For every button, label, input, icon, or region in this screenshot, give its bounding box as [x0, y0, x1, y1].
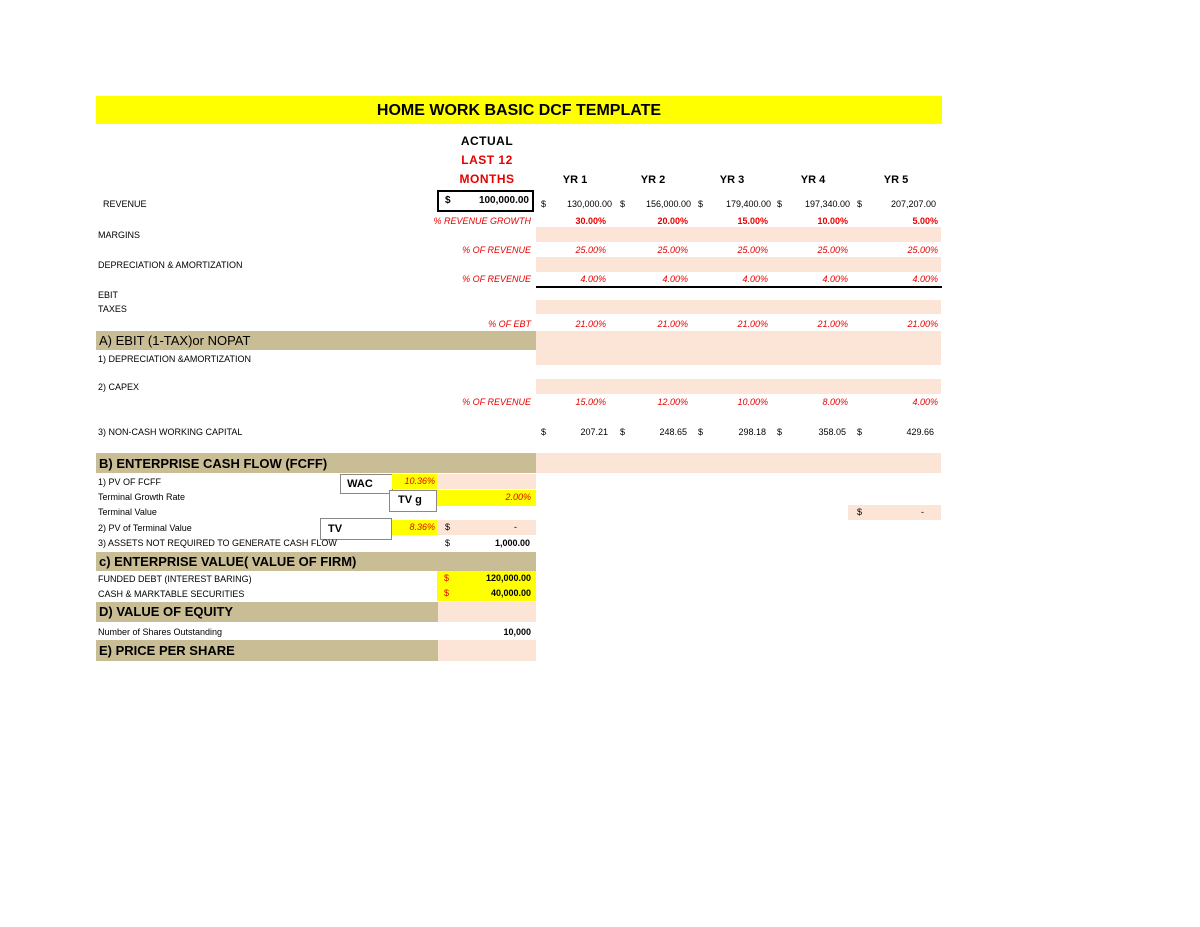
margins-5: 25.00% — [907, 245, 938, 255]
rev-cur-3: $ — [698, 199, 704, 209]
nwc-val-5: 429.66 — [906, 427, 934, 437]
capex-pct-label: % OF REVENUE — [462, 397, 531, 407]
growth-5: 5.00% — [912, 216, 938, 226]
pv-tv-currency: $ — [445, 522, 451, 532]
da-3: 4.00% — [742, 274, 768, 284]
cash-value: 40,000.00 — [490, 588, 531, 598]
terminal-growth-label: Terminal Growth Rate — [98, 492, 186, 502]
margins-cells — [536, 227, 941, 242]
revenue-growth-label: % REVENUE GROWTH — [433, 216, 531, 226]
header-months: MONTHS — [459, 172, 515, 186]
capex-1: 15.00% — [575, 397, 606, 407]
nwc-val-3: 298.18 — [738, 427, 766, 437]
nwc-cur-5: $ — [857, 427, 863, 437]
rev-val-5: 207,207.00 — [890, 199, 936, 209]
shares-label: Number of Shares Outstanding — [98, 627, 223, 637]
header-last12: LAST 12 — [461, 153, 513, 167]
section-e-cell — [438, 640, 536, 661]
capex-2: 12.00% — [657, 397, 688, 407]
taxes-4: 21.00% — [817, 319, 848, 329]
actual-revenue-currency: $ — [445, 195, 451, 206]
header-yr1: YR 1 — [562, 174, 588, 186]
nwc-cur-4: $ — [777, 427, 783, 437]
margins-pct-label: % OF REVENUE — [462, 245, 531, 255]
margins-2: 25.00% — [657, 245, 688, 255]
rev-val-2: 156,000.00 — [645, 199, 691, 209]
taxes-5: 21.00% — [907, 319, 938, 329]
taxes-cells — [536, 300, 941, 314]
rev-cur-4: $ — [777, 199, 783, 209]
pv-tv-dash: - — [514, 522, 517, 532]
dep-amort-label: 1) DEPRECIATION &AMORTIZATION — [98, 354, 252, 364]
section-d-cell — [438, 602, 536, 622]
pv-tv-rate: 8.36% — [409, 522, 435, 532]
da-label: DEPRECIATION & AMORTIZATION — [98, 260, 243, 270]
revenue-label: REVENUE — [103, 199, 147, 209]
ebit-label: EBIT — [98, 290, 119, 300]
nwc-val-4: 358.05 — [818, 427, 846, 437]
capex-5: 4.00% — [912, 397, 938, 407]
pv-tv-label: 2) PV of Terminal Value — [98, 523, 192, 533]
assets-not-req-value: 1,000.00 — [494, 538, 530, 548]
nwc-cur-2: $ — [620, 427, 626, 437]
wacc-value: 10.36% — [404, 476, 435, 486]
growth-1: 30.00% — [575, 216, 606, 226]
header-yr4: YR 4 — [800, 174, 826, 186]
growth-3: 15.00% — [737, 216, 768, 226]
da-5: 4.00% — [912, 274, 938, 284]
margins-label: MARGINS — [98, 230, 141, 240]
tv-g-label: TV g — [398, 494, 422, 506]
funded-debt-currency: $ — [444, 573, 450, 583]
section-a-title: A) EBIT (1-TAX)or NOPAT — [99, 333, 251, 348]
capex-cells — [536, 379, 941, 394]
da-2: 4.00% — [662, 274, 688, 284]
terminal-growth-value: 2.00% — [505, 492, 531, 502]
rev-cur-5: $ — [857, 199, 863, 209]
wacc-label: WAC — [347, 478, 373, 490]
pv-fcff-label: 1) PV OF FCFF — [98, 477, 161, 487]
pv-tv-cell — [437, 520, 536, 535]
margins-3: 25.00% — [737, 245, 768, 255]
rev-val-1: 130,000.00 — [566, 199, 612, 209]
margins-1: 25.00% — [575, 245, 606, 255]
taxes-3: 21.00% — [737, 319, 768, 329]
rev-val-4: 197,340.00 — [804, 199, 850, 209]
nwc-cur-3: $ — [698, 427, 704, 437]
section-c-title: c) ENTERPRISE VALUE( VALUE OF FIRM) — [99, 554, 357, 569]
rev-val-3: 179,400.00 — [725, 199, 771, 209]
rev-cur-2: $ — [620, 199, 626, 209]
funded-debt-label: FUNDED DEBT (INTEREST BARING) — [98, 574, 252, 584]
section-d-title: D) VALUE OF EQUITY — [99, 604, 234, 619]
nwc-label: 3) NON-CASH WORKING CAPITAL — [98, 427, 243, 437]
terminal-value-label: Terminal Value — [98, 507, 157, 517]
header-actual: ACTUAL — [460, 134, 514, 148]
nwc-cur-1: $ — [541, 427, 547, 437]
margins-4: 25.00% — [817, 245, 848, 255]
actual-revenue-value: 100,000.00 — [478, 195, 529, 206]
shares-value: 10,000 — [503, 627, 531, 637]
cash-label: CASH & MARKTABLE SECURITIES — [98, 589, 245, 599]
header-yr5: YR 5 — [883, 174, 909, 186]
header-yr3: YR 3 — [719, 174, 745, 186]
section-a-cells — [536, 331, 941, 365]
growth-4: 10.00% — [817, 216, 848, 226]
assets-not-req-label: 3) ASSETS NOT REQUIRED TO GENERATE CASH FLOW — [98, 538, 337, 548]
capex-label: 2) CAPEX — [98, 382, 140, 392]
taxes-1: 21.00% — [575, 319, 606, 329]
da-pct-label: % OF REVENUE — [462, 274, 531, 284]
capex-3: 10.00% — [737, 397, 768, 407]
funded-debt-value: 120,000.00 — [485, 573, 531, 583]
nwc-val-1: 207.21 — [580, 427, 608, 437]
da-cells — [536, 257, 941, 272]
capex-4: 8.00% — [822, 397, 848, 407]
section-b-cells — [536, 453, 941, 473]
section-b-title: B) ENTERPRISE CASH FLOW (FCFF) — [99, 456, 328, 471]
growth-2: 20.00% — [657, 216, 688, 226]
taxes-pct-label: % OF EBT — [488, 319, 531, 329]
pv-fcff-cell — [437, 474, 536, 489]
cash-currency: $ — [444, 588, 450, 598]
section-e-title: E) PRICE PER SHARE — [99, 643, 235, 658]
terminal-value-dash: - — [921, 507, 924, 517]
header-yr2: YR 2 — [640, 174, 666, 186]
da-underline — [536, 286, 942, 288]
page-title: HOME WORK BASIC DCF TEMPLATE — [376, 102, 662, 119]
taxes-label: TAXES — [98, 304, 127, 314]
taxes-2: 21.00% — [657, 319, 688, 329]
assets-currency: $ — [445, 538, 451, 548]
nwc-val-2: 248.65 — [659, 427, 687, 437]
tv-label: TV — [328, 523, 343, 535]
da-1: 4.00% — [580, 274, 606, 284]
rev-cur-1: $ — [541, 199, 547, 209]
terminal-value-currency: $ — [857, 507, 863, 517]
da-4: 4.00% — [822, 274, 848, 284]
